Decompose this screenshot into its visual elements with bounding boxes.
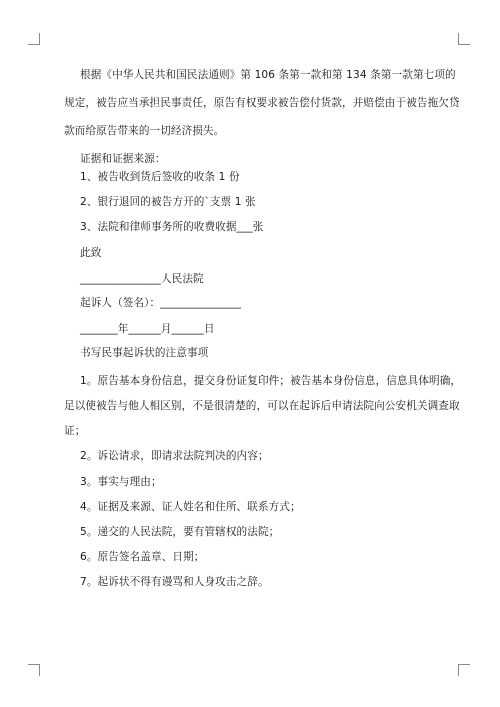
date-line: _______年______月______日	[80, 323, 215, 335]
evidence-item: 1、被告收到货后签收的收条 1 份	[80, 171, 240, 183]
note-item: 7。起诉状不得有谩骂和人身攻击之辞。	[80, 576, 269, 588]
crop-mark-top-left	[28, 33, 40, 45]
body-paragraph-line: 规定，被告应当承担民事责任，原告有权要求被告偿付货款，并赔偿由于被告拖欠贷	[64, 97, 460, 109]
body-paragraph-line: 根据《中华人民共和国民法通则》第 106 条第一款和第 134 条第一款第七项的	[80, 69, 456, 81]
note-item-continued: 证；	[64, 425, 86, 437]
evidence-item: 3、法院和律师事务所的收费收据___张	[80, 221, 264, 233]
evidence-heading: 证据和证据来源：	[80, 153, 166, 165]
crop-mark-top-right	[458, 33, 470, 45]
note-item: 4。证据及来源、证人姓名和住所、联系方式；	[80, 501, 301, 513]
evidence-item: 2、银行退回的被告方开的`支票 1 张	[80, 196, 256, 208]
note-item: 2。诉讼请求，即请求法院判决的内容；	[80, 450, 269, 462]
notes-heading: 书写民事起诉状的注意事项	[80, 347, 209, 359]
note-item: 3。事实与理由；	[80, 476, 162, 488]
crop-mark-bottom-left	[28, 664, 40, 676]
crop-mark-bottom-right	[458, 664, 470, 676]
note-item: 5。递交的人民法院，要有管辖权的法院；	[80, 526, 280, 538]
plaintiff-signature-line: 起诉人（签名）：_______________	[80, 297, 242, 309]
note-item: 1。原告基本身份信息，提交身份证复印件；被告基本身份信息，信息具体明确，	[80, 375, 462, 387]
note-item: 6。原告签名盖章、日期；	[80, 551, 205, 563]
court-name-line: _______________人民法院	[80, 273, 204, 285]
note-item-continued: 足以使被告与他人相区别，不是很清楚的，可以在起诉后申请法院向公安机关调查取	[64, 400, 460, 412]
body-paragraph-line: 款而给原告带来的一切经济损失。	[64, 125, 225, 137]
salutation: 此致	[80, 247, 102, 259]
